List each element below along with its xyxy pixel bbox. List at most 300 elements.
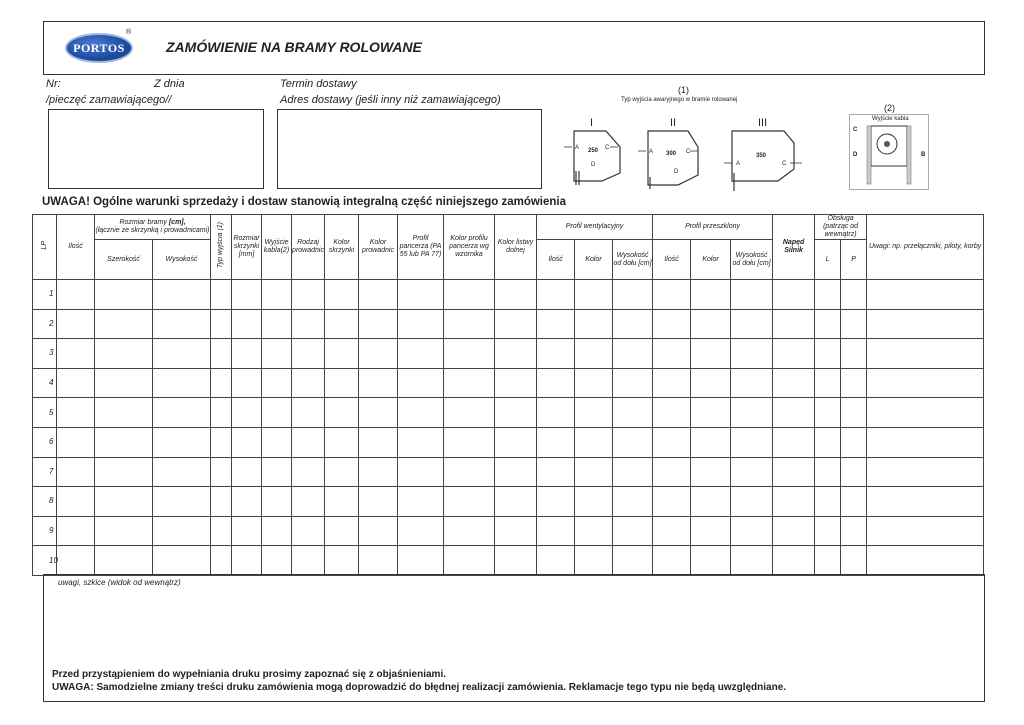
table-cell[interactable] xyxy=(867,339,984,369)
table-cell[interactable] xyxy=(232,516,262,546)
table-cell[interactable] xyxy=(867,309,984,339)
table-cell[interactable] xyxy=(575,516,613,546)
table-cell[interactable] xyxy=(773,427,815,457)
type-label-1: I xyxy=(590,117,594,129)
table-cell[interactable] xyxy=(153,487,211,517)
registered-mark: ® xyxy=(126,29,132,36)
table-cell[interactable] xyxy=(691,368,731,398)
table-cell[interactable] xyxy=(495,546,537,576)
col-profil-przeszklony: Profil przeszklony xyxy=(653,215,773,240)
table-cell[interactable] xyxy=(211,487,232,517)
table-row xyxy=(33,457,984,487)
footer-note-2: UWAGA: Samodzielne zmiany treści druku zamówienia mogą doprowadzić do błędnej realizacji zamówienia. Reklamacje tego typu nie będą uwzględniane. xyxy=(52,682,787,693)
table-cell[interactable] xyxy=(232,457,262,487)
cable-exit-diagram xyxy=(849,122,929,188)
table-cell[interactable] xyxy=(398,427,444,457)
row-number: 7 xyxy=(33,457,57,487)
col-rodzaj-prowadnic: Rodzaj prowadnic xyxy=(292,215,325,280)
table-cell[interactable] xyxy=(575,546,613,576)
table-cell[interactable] xyxy=(537,546,575,576)
table-cell[interactable] xyxy=(95,339,153,369)
table-cell[interactable] xyxy=(398,546,444,576)
table-cell[interactable] xyxy=(153,546,211,576)
table-cell[interactable] xyxy=(153,516,211,546)
table-cell[interactable] xyxy=(495,368,537,398)
table-cell[interactable] xyxy=(613,427,653,457)
warning-line: UWAGA! Ogólne warunki sprzedaży i dostaw stanowią integralną część niniejszego zamówienia xyxy=(42,196,567,208)
table-cell[interactable] xyxy=(495,516,537,546)
table-cell[interactable] xyxy=(867,546,984,576)
table-cell[interactable] xyxy=(815,368,841,398)
stamp-label: /pieczęć zamawiającego// xyxy=(46,94,172,106)
table-cell[interactable] xyxy=(731,280,773,310)
col-obsluga: Obsługa (patrząc od wewnątrz) xyxy=(815,215,867,240)
cable-letter-c: C xyxy=(853,127,858,133)
type1-size: 250 xyxy=(588,148,599,154)
col-profil-pancerza: Profil pancerza (PA 55 lub PA 77) xyxy=(398,215,444,280)
date-label: Z dnia xyxy=(154,78,185,90)
table-cell[interactable] xyxy=(95,368,153,398)
table-cell[interactable] xyxy=(731,309,773,339)
table-cell[interactable] xyxy=(575,457,613,487)
table-cell[interactable] xyxy=(211,368,232,398)
table-cell[interactable] xyxy=(325,309,359,339)
table-cell[interactable] xyxy=(613,309,653,339)
table-cell[interactable] xyxy=(575,487,613,517)
table-cell[interactable] xyxy=(841,398,867,428)
table-cell[interactable] xyxy=(495,457,537,487)
table-cell[interactable] xyxy=(57,516,95,546)
table-cell[interactable] xyxy=(444,487,495,517)
table-cell[interactable] xyxy=(537,368,575,398)
table-cell[interactable] xyxy=(232,427,262,457)
table-cell[interactable] xyxy=(262,368,292,398)
row-number: 6 xyxy=(33,427,57,457)
table-cell[interactable] xyxy=(444,457,495,487)
table-cell[interactable] xyxy=(211,516,232,546)
table-cell[interactable] xyxy=(773,487,815,517)
table-cell[interactable] xyxy=(613,487,653,517)
table-cell[interactable] xyxy=(325,487,359,517)
table-cell[interactable] xyxy=(325,280,359,310)
table-cell[interactable] xyxy=(57,427,95,457)
table-cell[interactable] xyxy=(613,368,653,398)
col-rozmiar-bramy: Rozmiar bramy [cm], (łącznie ze skrzynką i prowadnicami) xyxy=(95,215,211,240)
table-cell[interactable] xyxy=(691,398,731,428)
table-cell[interactable] xyxy=(613,516,653,546)
table-cell[interactable] xyxy=(495,427,537,457)
table-cell[interactable] xyxy=(359,546,398,576)
row-number: 2 xyxy=(33,309,57,339)
table-cell[interactable] xyxy=(95,487,153,517)
table-cell[interactable] xyxy=(153,280,211,310)
table-cell[interactable] xyxy=(653,280,691,310)
table-cell[interactable] xyxy=(815,309,841,339)
table-cell[interactable] xyxy=(57,368,95,398)
stamp-box[interactable] xyxy=(48,109,264,189)
type2-letter-a: A xyxy=(649,149,654,155)
type3-letter-a: A xyxy=(736,161,741,167)
table-cell[interactable] xyxy=(95,546,153,576)
table-cell[interactable] xyxy=(232,546,262,576)
table-cell[interactable] xyxy=(444,398,495,428)
table-row xyxy=(33,427,984,457)
table-cell[interactable] xyxy=(841,280,867,310)
col-profil-wentylacyjny: Profil wentylacyjny xyxy=(537,215,653,240)
col-kolor-prowadnic: Kolor prowadnic xyxy=(359,215,398,280)
table-cell[interactable] xyxy=(211,339,232,369)
type2-letter-c: C xyxy=(686,149,691,155)
table-cell[interactable] xyxy=(232,487,262,517)
table-row xyxy=(33,398,984,428)
col-wyjscie-kabla: Wyjście kabla(2) xyxy=(262,215,292,280)
table-cell[interactable] xyxy=(95,280,153,310)
table-row xyxy=(33,339,984,369)
table-cell[interactable] xyxy=(613,457,653,487)
table-cell[interactable] xyxy=(495,339,537,369)
type-label-3: III xyxy=(758,117,768,129)
footer-note-1: Przed przystąpieniem do wypełniania druku prosimy zapoznać się z objaśnieniami. xyxy=(52,669,446,680)
table-cell[interactable] xyxy=(444,309,495,339)
table-cell[interactable] xyxy=(537,427,575,457)
type1-letter-d: D xyxy=(591,162,596,168)
table-cell[interactable] xyxy=(731,546,773,576)
table-cell[interactable] xyxy=(815,516,841,546)
table-cell[interactable] xyxy=(57,546,95,576)
table-cell[interactable] xyxy=(575,398,613,428)
table-cell[interactable] xyxy=(153,457,211,487)
table-cell[interactable] xyxy=(359,368,398,398)
type2-size: 300 xyxy=(666,151,677,157)
diagram1-number: (1) xyxy=(678,85,689,95)
table-cell[interactable] xyxy=(292,309,325,339)
type2-letter-d: D xyxy=(674,169,679,175)
table-cell[interactable] xyxy=(292,546,325,576)
col-went-wysokosc: Wysokość od dołu [cm] xyxy=(613,240,653,280)
table-cell[interactable] xyxy=(495,309,537,339)
row-number: 1 xyxy=(33,280,57,310)
table-cell[interactable] xyxy=(359,457,398,487)
col-szerokosc: Szerokość xyxy=(95,240,153,280)
table-cell[interactable] xyxy=(57,487,95,517)
table-cell[interactable] xyxy=(653,339,691,369)
table-cell[interactable] xyxy=(841,546,867,576)
table-cell[interactable] xyxy=(398,280,444,310)
table-cell[interactable] xyxy=(495,280,537,310)
company-logo xyxy=(65,33,133,63)
table-cell[interactable] xyxy=(841,457,867,487)
delivery-address-box[interactable] xyxy=(277,109,542,189)
diagram2-caption: Wyjście kabla xyxy=(872,116,909,122)
table-cell[interactable] xyxy=(495,487,537,517)
table-cell[interactable] xyxy=(773,457,815,487)
table-cell[interactable] xyxy=(575,280,613,310)
table-cell[interactable] xyxy=(398,398,444,428)
table-cell[interactable] xyxy=(537,487,575,517)
table-cell[interactable] xyxy=(731,487,773,517)
table-cell[interactable] xyxy=(398,339,444,369)
table-cell[interactable] xyxy=(359,309,398,339)
type3-letter-c: C xyxy=(782,161,787,167)
table-cell[interactable] xyxy=(359,427,398,457)
delivery-term-label: Termin dostawy xyxy=(280,78,357,90)
table-cell[interactable] xyxy=(95,427,153,457)
table-cell[interactable] xyxy=(575,339,613,369)
table-cell[interactable] xyxy=(537,309,575,339)
table-cell[interactable] xyxy=(57,339,95,369)
table-cell[interactable] xyxy=(691,309,731,339)
table-cell[interactable] xyxy=(95,457,153,487)
table-cell[interactable] xyxy=(773,309,815,339)
table-cell[interactable] xyxy=(359,487,398,517)
table-cell[interactable] xyxy=(325,516,359,546)
table-cell[interactable] xyxy=(292,280,325,310)
logo-text: PORTOS xyxy=(73,40,125,55)
table-cell[interactable] xyxy=(613,339,653,369)
col-lp: LP xyxy=(33,215,57,280)
table-cell[interactable] xyxy=(841,427,867,457)
table-cell[interactable] xyxy=(292,487,325,517)
table-cell[interactable] xyxy=(292,457,325,487)
table-cell[interactable] xyxy=(325,457,359,487)
table-cell[interactable] xyxy=(57,457,95,487)
table-cell[interactable] xyxy=(292,516,325,546)
table-cell[interactable] xyxy=(211,280,232,310)
table-cell[interactable] xyxy=(398,309,444,339)
table-cell[interactable] xyxy=(232,398,262,428)
table-cell[interactable] xyxy=(575,368,613,398)
table-cell[interactable] xyxy=(691,339,731,369)
table-cell[interactable] xyxy=(398,368,444,398)
type3-size: 350 xyxy=(756,153,767,159)
table-cell[interactable] xyxy=(773,516,815,546)
order-table xyxy=(32,214,984,576)
table-cell[interactable] xyxy=(359,398,398,428)
table-cell[interactable] xyxy=(691,427,731,457)
table-cell[interactable] xyxy=(841,368,867,398)
table-cell[interactable] xyxy=(653,487,691,517)
table-cell[interactable] xyxy=(292,339,325,369)
col-uwagi: Uwagi: np. przełączniki, piloty, korby xyxy=(867,215,984,280)
cable-letter-b: B xyxy=(921,152,926,158)
table-cell[interactable] xyxy=(841,516,867,546)
table-cell[interactable] xyxy=(495,398,537,428)
table-cell[interactable] xyxy=(444,280,495,310)
col-ilosc: Ilość xyxy=(57,215,95,280)
row-number: 10 xyxy=(33,546,57,576)
table-cell[interactable] xyxy=(262,546,292,576)
table-cell[interactable] xyxy=(211,398,232,428)
table-cell[interactable] xyxy=(691,457,731,487)
table-cell[interactable] xyxy=(444,427,495,457)
table-cell[interactable] xyxy=(325,398,359,428)
table-cell[interactable] xyxy=(537,516,575,546)
table-cell[interactable] xyxy=(211,546,232,576)
table-cell[interactable] xyxy=(444,516,495,546)
table-cell[interactable] xyxy=(841,309,867,339)
table-cell[interactable] xyxy=(691,280,731,310)
table-cell[interactable] xyxy=(232,280,262,310)
table-cell[interactable] xyxy=(653,368,691,398)
table-cell[interactable] xyxy=(867,516,984,546)
table-cell[interactable] xyxy=(653,516,691,546)
table-cell[interactable] xyxy=(653,309,691,339)
table-cell[interactable] xyxy=(262,427,292,457)
table-cell[interactable] xyxy=(773,280,815,310)
table-cell[interactable] xyxy=(731,457,773,487)
table-row xyxy=(33,280,984,310)
col-obsluga-l: L xyxy=(815,240,841,280)
table-cell[interactable] xyxy=(325,546,359,576)
table-cell[interactable] xyxy=(653,398,691,428)
table-cell[interactable] xyxy=(153,309,211,339)
col-kolor-profilu: Kolor profilu pancerza wg wzornika xyxy=(444,215,495,280)
table-cell[interactable] xyxy=(292,398,325,428)
table-cell[interactable] xyxy=(398,487,444,517)
table-cell[interactable] xyxy=(95,309,153,339)
table-cell[interactable] xyxy=(359,339,398,369)
table-cell[interactable] xyxy=(95,398,153,428)
table-cell[interactable] xyxy=(232,339,262,369)
diagram1-caption: Typ wyjścia awaryjnego w bramie rolowanej xyxy=(621,97,738,103)
table-cell[interactable] xyxy=(292,368,325,398)
table-cell[interactable] xyxy=(815,427,841,457)
table-cell[interactable] xyxy=(211,309,232,339)
table-cell[interactable] xyxy=(575,309,613,339)
table-cell[interactable] xyxy=(731,427,773,457)
nr-label: Nr: xyxy=(46,78,61,90)
col-wysokosc: Wysokość xyxy=(153,240,211,280)
table-cell[interactable] xyxy=(262,280,292,310)
table-cell[interactable] xyxy=(232,309,262,339)
row-number: 8 xyxy=(33,487,57,517)
table-cell[interactable] xyxy=(653,427,691,457)
type-label-2: II xyxy=(670,117,677,129)
table-cell[interactable] xyxy=(292,427,325,457)
table-cell[interactable] xyxy=(398,457,444,487)
table-cell[interactable] xyxy=(262,516,292,546)
col-typ-wyjscia: Typ wyjścia (1) xyxy=(211,215,232,280)
table-cell[interactable] xyxy=(841,339,867,369)
col-przeszk-ilosc: Ilość xyxy=(653,240,691,280)
col-went-ilosc: Ilość xyxy=(537,240,575,280)
col-rozmiar-skrzynki: Rozmiar skrzynki [mm] xyxy=(232,215,262,280)
table-cell[interactable] xyxy=(537,280,575,310)
table-cell[interactable] xyxy=(867,398,984,428)
table-cell[interactable] xyxy=(153,339,211,369)
table-cell[interactable] xyxy=(153,427,211,457)
table-cell[interactable] xyxy=(691,487,731,517)
table-cell[interactable] xyxy=(444,339,495,369)
table-cell[interactable] xyxy=(232,368,262,398)
table-row xyxy=(33,546,984,576)
table-cell[interactable] xyxy=(841,487,867,517)
table-cell[interactable] xyxy=(815,546,841,576)
table-cell[interactable] xyxy=(359,280,398,310)
table-cell[interactable] xyxy=(773,546,815,576)
table-cell[interactable] xyxy=(815,339,841,369)
table-cell[interactable] xyxy=(444,368,495,398)
diagram2-number: (2) xyxy=(884,103,895,113)
delivery-address-label: Adres dostawy (jeśli inny niż zamawiającego) xyxy=(280,94,501,106)
table-cell[interactable] xyxy=(325,339,359,369)
table-cell[interactable] xyxy=(867,487,984,517)
table-row xyxy=(33,487,984,517)
table-cell[interactable] xyxy=(613,546,653,576)
table-cell[interactable] xyxy=(537,457,575,487)
table-cell[interactable] xyxy=(325,368,359,398)
table-cell[interactable] xyxy=(359,516,398,546)
table-cell[interactable] xyxy=(691,516,731,546)
table-cell[interactable] xyxy=(867,368,984,398)
col-przeszk-kolor: Kolor xyxy=(691,240,731,280)
table-cell[interactable] xyxy=(575,427,613,457)
table-cell[interactable] xyxy=(773,368,815,398)
table-cell[interactable] xyxy=(211,457,232,487)
table-cell[interactable] xyxy=(773,339,815,369)
table-cell[interactable] xyxy=(444,546,495,576)
table-cell[interactable] xyxy=(325,427,359,457)
table-cell[interactable] xyxy=(653,546,691,576)
row-number: 9 xyxy=(33,516,57,546)
table-cell[interactable] xyxy=(867,457,984,487)
table-cell[interactable] xyxy=(57,280,95,310)
table-cell[interactable] xyxy=(815,398,841,428)
table-cell[interactable] xyxy=(153,398,211,428)
table-cell[interactable] xyxy=(815,457,841,487)
page-title: ZAMÓWIENIE NA BRAMY ROLOWANE xyxy=(166,39,422,55)
table-cell[interactable] xyxy=(731,339,773,369)
table-cell[interactable] xyxy=(815,280,841,310)
table-cell[interactable] xyxy=(57,398,95,428)
table-cell[interactable] xyxy=(153,368,211,398)
table-cell[interactable] xyxy=(613,398,653,428)
table-cell[interactable] xyxy=(731,368,773,398)
table-cell[interactable] xyxy=(691,546,731,576)
col-went-kolor: Kolor xyxy=(575,240,613,280)
col-naped: Napęd Silnik xyxy=(773,215,815,280)
table-cell[interactable] xyxy=(398,516,444,546)
table-cell[interactable] xyxy=(653,457,691,487)
table-cell[interactable] xyxy=(262,309,292,339)
col-kolor-skrzynki: Kolor skrzynki xyxy=(325,215,359,280)
table-cell[interactable] xyxy=(537,398,575,428)
table-cell[interactable] xyxy=(731,398,773,428)
table-row xyxy=(33,309,984,339)
notes-label: uwagi, szkice (widok od wewnątrz) xyxy=(58,578,181,587)
table-cell[interactable] xyxy=(731,516,773,546)
table-cell[interactable] xyxy=(613,280,653,310)
table-cell[interactable] xyxy=(815,487,841,517)
table-cell[interactable] xyxy=(262,487,292,517)
row-number: 5 xyxy=(33,398,57,428)
table-cell[interactable] xyxy=(262,457,292,487)
row-number: 3 xyxy=(33,339,57,369)
table-cell[interactable] xyxy=(211,427,232,457)
col-obsluga-p: P xyxy=(841,240,867,280)
table-cell[interactable] xyxy=(57,309,95,339)
table-cell[interactable] xyxy=(867,427,984,457)
table-cell[interactable] xyxy=(95,516,153,546)
type1-letter-a: A xyxy=(575,145,580,151)
table-cell[interactable] xyxy=(262,339,292,369)
table-cell[interactable] xyxy=(537,339,575,369)
table-cell[interactable] xyxy=(773,398,815,428)
table-row xyxy=(33,368,984,398)
table-row xyxy=(33,516,984,546)
table-cell[interactable] xyxy=(867,280,984,310)
table-cell[interactable] xyxy=(262,398,292,428)
